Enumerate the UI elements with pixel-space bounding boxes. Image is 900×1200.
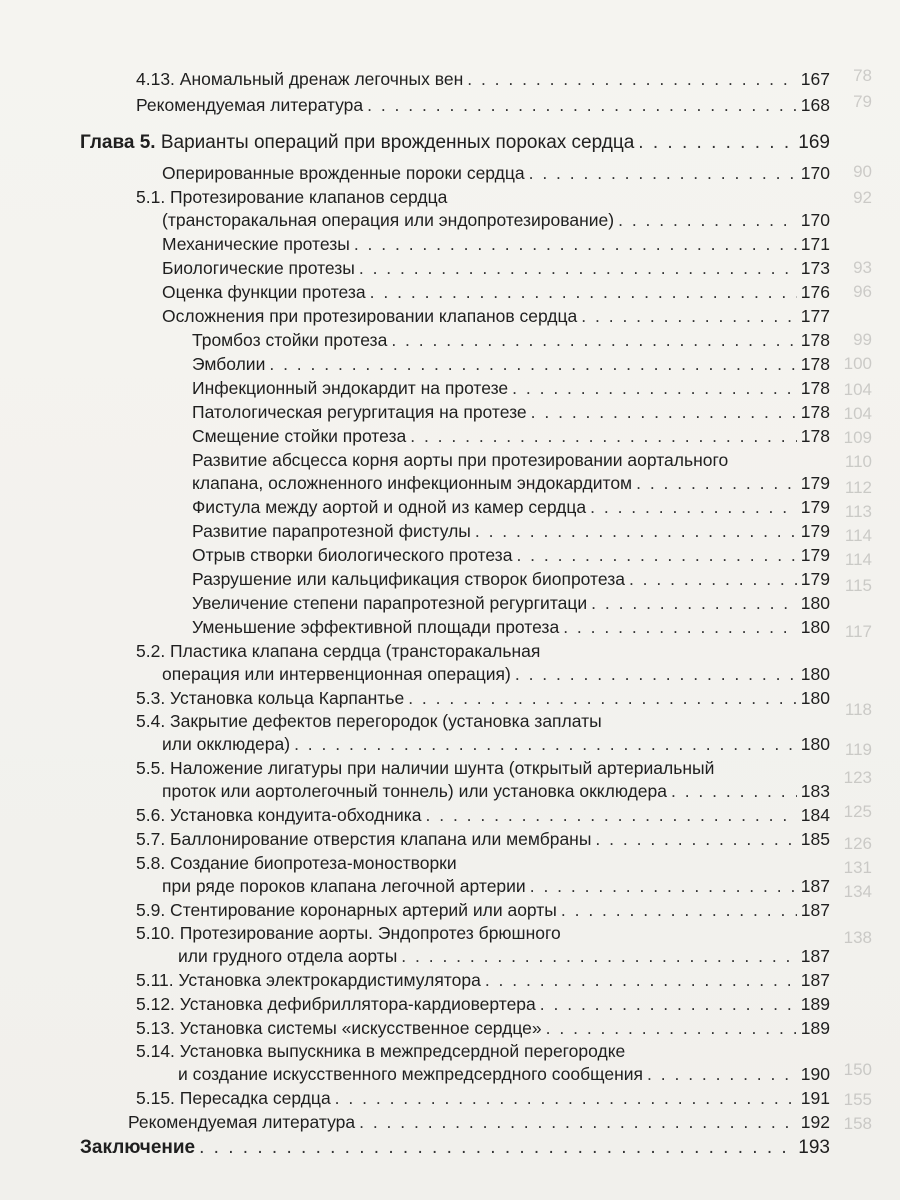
toc-entry-title: 5.6. Установка кондуита-обходника [136, 805, 422, 825]
leader-dots [647, 1063, 797, 1085]
leader-dots [485, 969, 797, 991]
bleed-through-number: 110 [844, 452, 872, 471]
leader-dots [426, 804, 797, 826]
toc-entry-title: 5.3. Установка кольца Карпантье [136, 688, 405, 708]
toc-entry-title: 4.13. Аномальный дренаж легочных вен [136, 69, 464, 89]
leader-dots [401, 945, 797, 967]
toc-entry[interactable] [192, 496, 830, 518]
toc-entry-title: проток или аортолегочный тоннель) или установка окклюдера [162, 781, 667, 801]
toc-page-number: 178 [800, 330, 830, 350]
bleed-through-number: 158 [843, 1114, 872, 1133]
leader-dots [595, 828, 796, 850]
bleed-through-number: 125 [843, 802, 872, 821]
toc-page-number: 187 [800, 970, 830, 990]
toc-page-number: 168 [800, 95, 830, 115]
toc-entry-title: Смещение стойки протеза [192, 426, 407, 446]
toc-entry[interactable] [162, 233, 830, 255]
leader-dots [629, 568, 797, 590]
toc-page-number: 189 [800, 994, 830, 1014]
toc-entry-title-line1[interactable]: 5.8. Создание биопротеза-моностворки [136, 853, 457, 873]
toc-page-number: 178 [800, 354, 830, 374]
bleed-through-number: 131 [843, 858, 872, 877]
leader-dots [530, 875, 797, 897]
bleed-through-number: 93 [853, 258, 872, 277]
leader-dots [294, 733, 797, 755]
toc-page-number: 180 [800, 734, 830, 754]
toc-entry[interactable] [136, 899, 830, 921]
leader-dots [590, 496, 797, 518]
toc-entry-title: Осложнения при протезировании клапанов сердца [162, 306, 578, 326]
toc-entry[interactable] [192, 329, 830, 351]
toc-page-number: 180 [800, 688, 830, 708]
toc-entry-title-line1[interactable]: 5.14. Установка выпускника в межпредсердной перегородке [136, 1041, 626, 1061]
toc-entry-title-line1[interactable]: 5.10. Протезирование аорты. Эндопротез брюшного [136, 923, 561, 943]
leader-dots [359, 257, 797, 279]
toc-page-number: 167 [800, 69, 830, 89]
bleed-through-number: 114 [844, 550, 872, 569]
toc-entry[interactable] [192, 616, 830, 638]
toc-entry[interactable] [192, 401, 830, 423]
toc-entry-title: Оперированные врожденные пороки сердца [162, 163, 525, 183]
toc-entry-title: Механические протезы [162, 234, 350, 254]
toc-entry-title: 5.12. Установка дефибриллятора-кардиовертера [136, 994, 536, 1014]
bleed-through-number: 112 [844, 478, 872, 497]
bleed-through-number: 155 [843, 1090, 872, 1109]
leader-dots [269, 353, 796, 375]
toc-entry-title: Рекомендуемая литература [128, 1112, 356, 1132]
toc-entry[interactable] [178, 945, 830, 967]
bleed-through-number: 113 [844, 502, 872, 521]
bleed-through-number: 134 [843, 882, 872, 901]
toc-page-number: 193 [798, 1137, 830, 1158]
toc-entry[interactable] [162, 257, 830, 279]
toc-entry[interactable] [136, 1017, 830, 1039]
toc-page-number: 179 [800, 521, 830, 541]
leader-dots [563, 616, 797, 638]
bleed-through-number: 100 [843, 354, 872, 373]
toc-chapter-entry[interactable] [80, 132, 830, 154]
toc-entry[interactable] [162, 281, 830, 303]
toc-page-number: 179 [800, 545, 830, 565]
toc-entry-title: или грудного отдела аорты [178, 946, 398, 966]
toc-entry-title: 5.13. Установка системы «искусственное сердце» [136, 1018, 542, 1038]
toc-page-number: 179 [800, 569, 830, 589]
leader-dots [591, 592, 797, 614]
toc-page-number: 180 [800, 664, 830, 684]
bleed-through-number: 126 [843, 834, 872, 853]
bleed-through-number: 79 [853, 92, 872, 111]
toc-entry-title-line1[interactable]: 5.2. Пластика клапана сердца (трансторакальная [136, 641, 541, 661]
leader-dots [408, 687, 797, 709]
toc-page-number: 187 [800, 946, 830, 966]
toc-page-number: 170 [800, 210, 830, 230]
toc-entry-title: Оценка функции протеза [162, 282, 366, 302]
toc-entry-title: 5.15. Пересадка сердца [136, 1088, 331, 1108]
bleed-through-number: 115 [844, 576, 872, 595]
toc-entry-title-line1[interactable]: 5.4. Закрытие дефектов перегородок (установка заплаты [136, 711, 602, 731]
toc-entry-title: Фистула между аортой и одной из камер сердца [192, 497, 587, 517]
toc-entry[interactable] [136, 68, 830, 90]
toc-entry[interactable] [192, 592, 830, 614]
toc-entry-title: Отрыв створки биологического протеза [192, 545, 513, 565]
leader-dots [546, 1017, 797, 1039]
bleed-through-number: 92 [853, 188, 872, 207]
toc-entry[interactable] [136, 993, 830, 1015]
bleed-through-number: 119 [844, 740, 872, 759]
bleed-through-number: 104 [843, 380, 872, 399]
leader-dots [540, 993, 797, 1015]
toc-entry-title: Тромбоз стойки протеза [192, 330, 388, 350]
toc-page-number: 187 [800, 900, 830, 920]
toc-page-number: 180 [800, 593, 830, 613]
toc-entry[interactable] [192, 568, 830, 590]
toc-page-number: 179 [800, 473, 830, 493]
toc-entry[interactable] [136, 969, 830, 991]
bleed-through-number: 104 [843, 404, 872, 423]
toc-page-number: 178 [800, 402, 830, 422]
bleed-through-number: 90 [853, 162, 872, 181]
toc-page-number: 187 [800, 876, 830, 896]
chapter-number: Глава 5. [80, 132, 156, 153]
toc-entry[interactable] [136, 1087, 830, 1109]
leader-dots [512, 377, 797, 399]
toc-entry[interactable] [128, 1111, 830, 1133]
toc-entry[interactable] [136, 94, 830, 116]
toc-entry[interactable] [162, 875, 830, 897]
bleed-through-number: 114 [844, 526, 872, 545]
toc-entry-title: Уменьшение эффективной площади протеза [192, 617, 560, 637]
bleed-through-number: 138 [843, 928, 872, 947]
toc-entry[interactable] [192, 425, 830, 447]
toc-entry-title: Биологические протезы [162, 258, 355, 278]
toc-page-number: 179 [800, 497, 830, 517]
leader-dots [335, 1087, 797, 1109]
toc-page-number: 191 [800, 1088, 830, 1108]
toc-page-number: 190 [800, 1064, 830, 1084]
toc-page-number: 183 [800, 781, 830, 801]
toc-entry-title: и создание искусственного межпредсердного сообщения [178, 1064, 644, 1084]
bleed-through-number: 109 [843, 428, 872, 447]
toc-page-number: 177 [800, 306, 830, 326]
bleed-through-number: 96 [853, 282, 872, 301]
toc-page-number: 173 [800, 258, 830, 278]
toc-entry-title: клапана, осложненного инфекционным эндокардитом [192, 473, 633, 493]
leader-dots [561, 899, 797, 921]
toc-entry[interactable] [192, 353, 830, 375]
leader-dots [367, 94, 797, 116]
leader-dots [529, 162, 797, 184]
toc-entry-title: 5.11. Установка электрокардистимулятора [136, 970, 481, 990]
leader-dots [671, 780, 797, 802]
leader-dots [199, 1137, 794, 1159]
toc-entry[interactable] [136, 687, 830, 709]
toc-entry[interactable] [192, 472, 830, 494]
leader-dots [515, 663, 797, 685]
toc-entry-title: Разрушение или кальцификация створок биопротеза [192, 569, 625, 589]
toc-entry[interactable] [162, 305, 830, 327]
toc-entry[interactable] [192, 377, 830, 399]
toc-entry[interactable] [162, 162, 830, 184]
toc-entry-title: Развитие парапротезной фистулы [192, 521, 471, 541]
toc-page-number: 178 [800, 378, 830, 398]
leader-dots [391, 329, 796, 351]
leader-dots [636, 472, 797, 494]
leader-dots [467, 68, 797, 90]
toc-page-number: 178 [800, 426, 830, 446]
toc-chapter-title [80, 132, 634, 154]
toc-page-number: 180 [800, 617, 830, 637]
toc-entry[interactable] [192, 520, 830, 542]
bleed-through-number: 99 [853, 330, 872, 349]
leader-dots [581, 305, 797, 327]
leader-dots [531, 401, 797, 423]
leader-dots [618, 209, 797, 231]
toc-page-number: 189 [800, 1018, 830, 1038]
toc-entry-title-line1[interactable]: 5.5. Наложение лигатуры при наличии шунта (открытый артериальный [136, 758, 715, 778]
chapter-title: Варианты операций при врожденных пороках сердца [160, 132, 635, 153]
bleed-through-number: 117 [844, 622, 872, 641]
bleed-through-number: 150 [843, 1060, 872, 1079]
toc-page-number: 176 [800, 282, 830, 302]
toc-page-number: 192 [800, 1112, 830, 1132]
leader-dots [516, 544, 796, 566]
toc-entry-title-line1[interactable]: Развитие абсцесса корня аорты при протезировании аортального [192, 450, 729, 470]
leader-dots [359, 1111, 797, 1133]
toc-entry[interactable] [162, 733, 830, 755]
toc-entry-title: операция или интервенционная операция) [162, 664, 511, 684]
toc-entry[interactable] [162, 780, 830, 802]
toc-entry-title: или окклюдера) [162, 734, 291, 754]
toc-page-number: 171 [800, 234, 830, 254]
toc-entry-title: (трансторакальная операция или эндопротезирование) [162, 210, 615, 230]
bleed-through-number: 118 [844, 700, 872, 719]
leader-dots [370, 281, 797, 303]
toc-entry-title: Инфекционный эндокардит на протезе [192, 378, 509, 398]
toc-entry-title: Заключение [80, 1137, 196, 1158]
leader-dots [410, 425, 797, 447]
toc-entry-title-line1[interactable]: 5.1. Протезирование клапанов сердца [136, 187, 448, 207]
leader-dots [638, 132, 794, 154]
toc-entry[interactable] [162, 663, 830, 685]
toc-page-number: 184 [800, 805, 830, 825]
toc-entry-title: Патологическая регургитация на протезе [192, 402, 527, 422]
toc-entry-title: 5.9. Стентирование коронарных артерий или аорты [136, 900, 557, 920]
leader-dots [475, 520, 797, 542]
bleed-through-number: 78 [853, 66, 872, 85]
toc-entry-title: Рекомендуемая литература [136, 95, 364, 115]
toc-entry-title: при ряде пороков клапана легочной артерии [162, 876, 526, 896]
toc-entry-title: Увеличение степени парапротезной регургитаци [192, 593, 588, 613]
toc-page-number: 169 [798, 132, 830, 153]
toc-conclusion-entry[interactable] [80, 1137, 830, 1159]
toc-entry[interactable] [136, 804, 830, 826]
bleed-through-number: 123 [843, 768, 872, 787]
toc-entry-title: Эмболии [192, 354, 266, 374]
toc-page-number: 170 [800, 163, 830, 183]
toc-entry[interactable] [136, 828, 830, 850]
toc-entry[interactable] [192, 544, 830, 566]
leader-dots [354, 233, 797, 255]
toc-entry-title: 5.7. Баллонирование отверстия клапана или мембраны [136, 829, 592, 849]
toc-entry[interactable] [178, 1063, 830, 1085]
toc-page-number: 185 [800, 829, 830, 849]
toc-entry[interactable] [162, 209, 830, 231]
